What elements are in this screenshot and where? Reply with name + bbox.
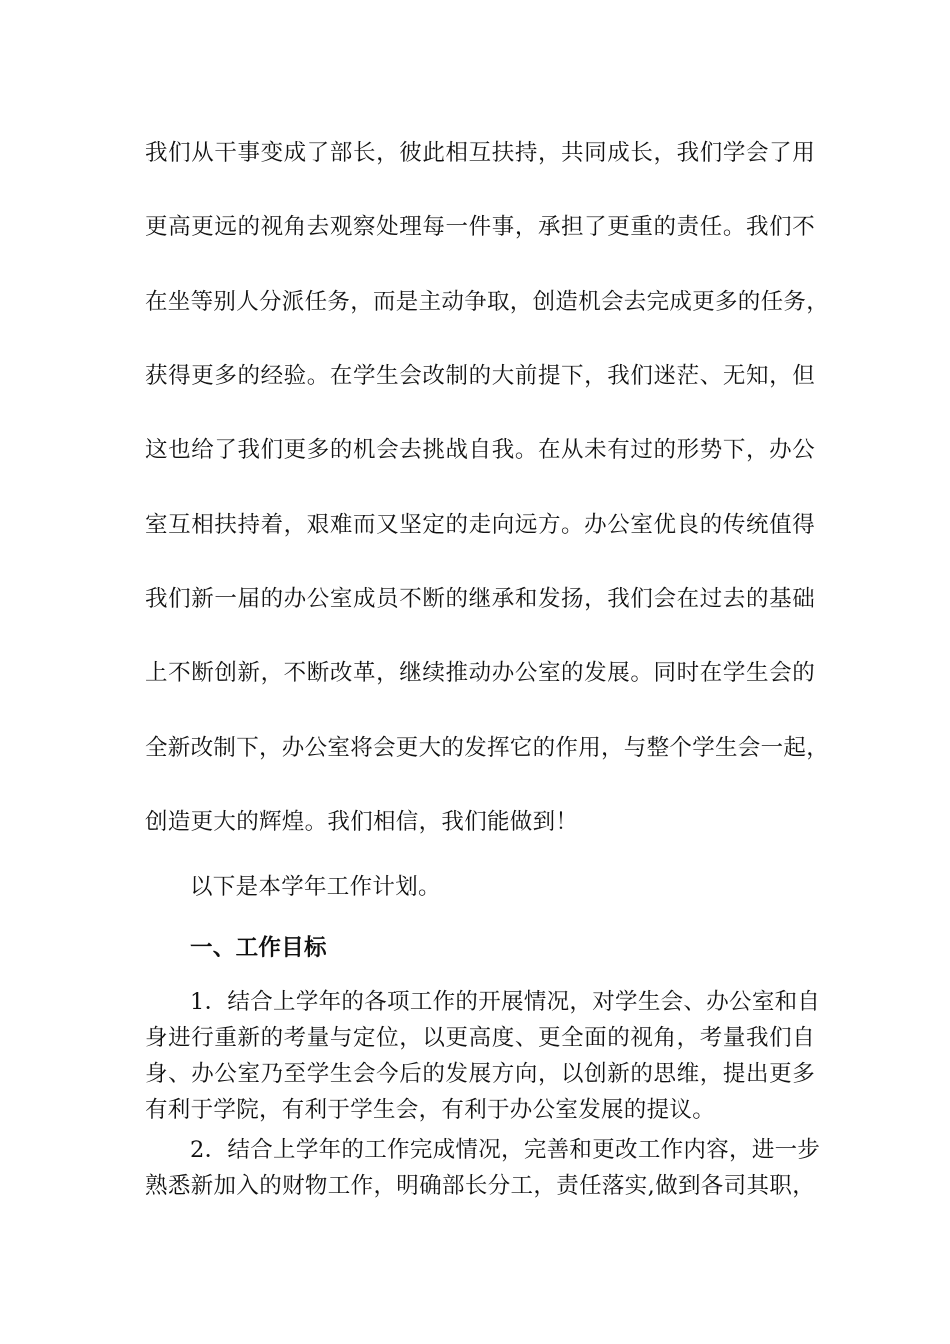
intro-line-5: 这也给了我们更多的机会去挑战自我。在从未有过的形势下，办公 [145, 437, 815, 463]
item2-line-1: 2．结合上学年的工作完成情况，完善和更改工作内容，进一步 [190, 1137, 821, 1163]
intro-line-1: 我们从干事变成了部长，彼此相互扶持，共同成长，我们学会了用 [145, 140, 815, 166]
item1-line-2: 身进行重新的考量与定位，以更高度、更全面的视角，考量我们自 [145, 1025, 815, 1051]
intro-line-4: 获得更多的经验。在学生会改制的大前提下，我们迷茫、无知，但 [145, 363, 815, 389]
item1-line-1: 1．结合上学年的各项工作的开展情况，对学生会、办公室和自 [190, 989, 821, 1015]
intro-line-10: 创造更大的辉煌。我们相信，我们能做到！ [145, 809, 579, 835]
intro-line-9: 全新改制下，办公室将会更大的发挥它的作用，与整个学生会一起， [145, 735, 830, 761]
plan-intro: 以下是本学年工作计划。 [190, 874, 441, 900]
intro-line-8: 上不断创新，不断改革，继续推动办公室的发展。同时在学生会的 [145, 660, 815, 686]
item1-line-4: 有利于学院，有利于学生会，有利于办公室发展的提议。 [145, 1097, 716, 1123]
section-heading: 一、工作目标 [190, 935, 327, 961]
intro-line-7: 我们新一届的办公室成员不断的继承和发扬，我们会在过去的基础 [145, 586, 815, 612]
intro-line-2: 更高更远的视角去观察处理每一件事，承担了更重的责任。我们不 [145, 214, 815, 240]
item2-line-2: 熟悉新加入的财物工作，明确部长分工，责任落实,做到各司其职， [145, 1173, 815, 1199]
item1-line-3: 身、办公室乃至学生会今后的发展方向，以创新的思维，提出更多 [145, 1061, 815, 1087]
intro-line-3: 在坐等别人分派任务，而是主动争取，创造机会去完成更多的任务， [145, 289, 830, 315]
intro-line-6: 室互相扶持着，艰难而又坚定的走向远方。办公室优良的传统值得 [145, 512, 815, 538]
